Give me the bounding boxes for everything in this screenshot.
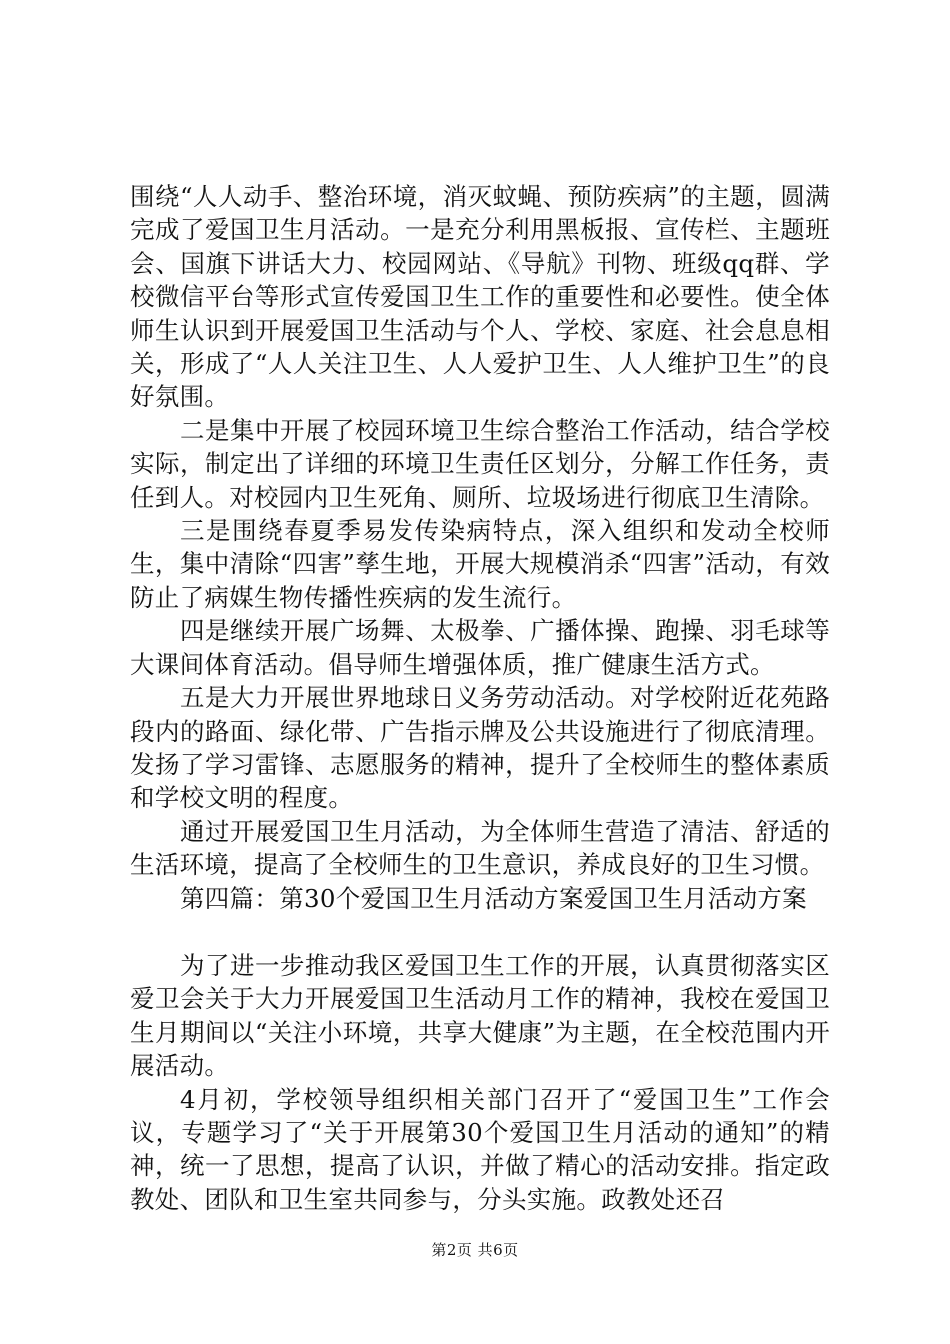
document-body (130, 180, 830, 1216)
paragraph-plan-intro: 为了进一步推动我区爱国卫生工作的开展，认真贯彻落实区爱卫会关于大力开展爱国卫生活动月工作的精神，我校在爱国卫生月期间以“关注小环境，共享大健康”为主题，在全校范围内开展活动。 (130, 950, 830, 1081)
paragraph-disease-prevention: 三是围绕春夏季易发传染病特点，深入组织和发动全校师生，集中清除“四害”孳生地，开展大规模消杀“四害”活动，有效防止了病媒生物传播性疾病的发生流行。 (130, 516, 830, 612)
section-heading: 第四篇：第30个爱国卫生月活动方案爱国卫生月活动方案 (180, 883, 807, 913)
page-number-footer: 第2页 共6页 (431, 1241, 519, 1259)
paragraph-intro-summary: 围绕“人人动手、整治环境，消灭蚊蝇、预防疾病”的主题，圆满完成了爱国卫生月活动。一是充分利用黑板报、宣传栏、主题班会、国旗下讲话大力、校园网站、《导航》刊物、班级qq群、学校微信平台等形式宣传爱国卫生工作的重要性和必要性。使全体师生认识到开展爱国卫生活动与个人、学校、家庭、社会息息相关，形成了“人人关注卫生、人人爱护卫生、人人维护卫生”的良好氛围。 (130, 182, 830, 412)
paragraph-earth-day-labor: 五是大力开展世界地球日义务劳动活动。对学校附近花苑路段内的路面、绿化带、广告指示牌及公共设施进行了彻底清理。发扬了学习雷锋、志愿服务的精神，提升了全校师生的整体素质和学校文明的程度。 (130, 683, 830, 813)
paragraph-campus-cleanup: 二是集中开展了校园环境卫生综合整治工作活动，结合学校实际，制定出了详细的环境卫生责任区划分，分解工作任务，责任到人。对校园内卫生死角、厕所、垃圾场进行彻底卫生清除。 (130, 415, 830, 512)
paragraph-april-meeting: 4月初，学校领导组织相关部门召开了“爱国卫生”工作会议，专题学习了“关于开展第30个爱国卫生月活动的通知”的精神，统一了思想，提高了认识，并做了精心的活动安排。指定政教处、团队和卫生室共同参与，分头实施。政教处还召 (130, 1084, 830, 1214)
paragraph-sports-activities: 四是继续开展广场舞、太极拳、广播体操、跑操、羽毛球等大课间体育活动。倡导师生增强体质，推广健康生活方式。 (130, 616, 830, 679)
paragraph-conclusion: 通过开展爱国卫生月活动，为全体师生营造了清洁、舒适的生活环境，提高了全校师生的卫生意识，养成良好的卫生习惯。 (130, 816, 830, 880)
